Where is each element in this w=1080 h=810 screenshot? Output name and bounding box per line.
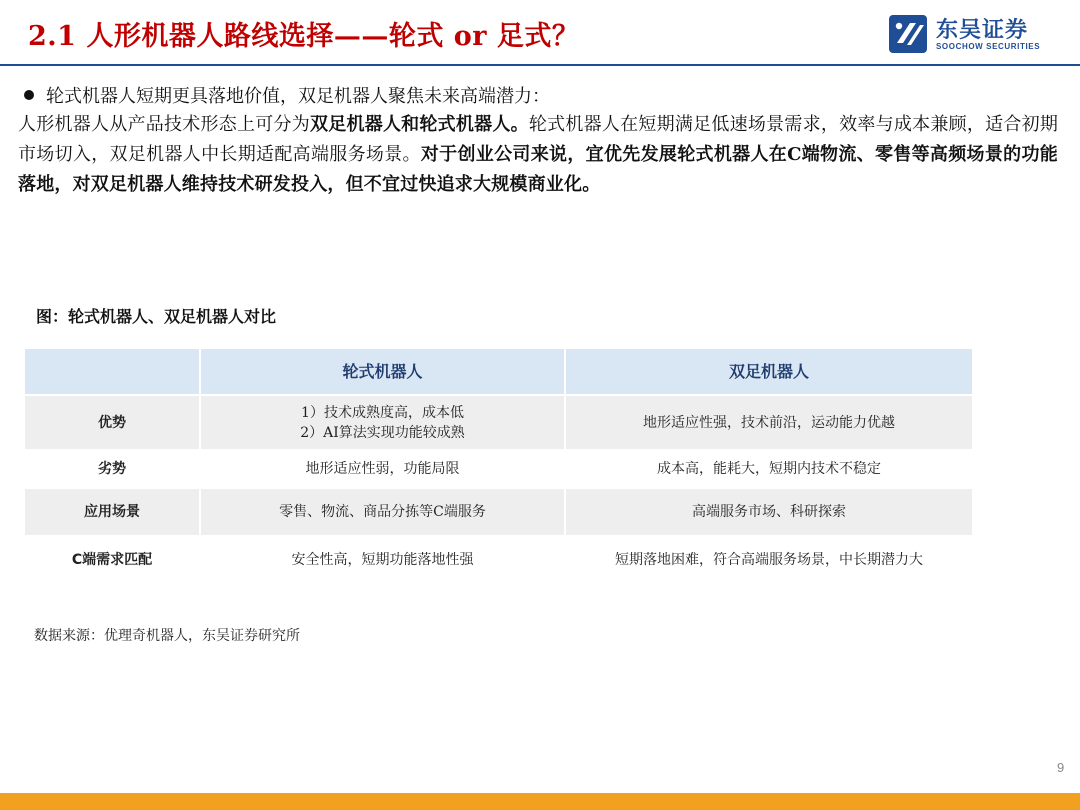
summary-paragraph <box>18 110 1058 200</box>
header-divider <box>0 64 1080 66</box>
row-label: 劣势 <box>25 450 200 488</box>
row-label: C端需求匹配 <box>25 536 200 584</box>
cell-wheeled: 地形适应性弱，功能局限 <box>200 450 565 488</box>
table-row-advantage <box>25 395 973 450</box>
logo-english-name: SOOCHOW SECURITIES <box>936 42 1041 51</box>
table-header-wheeled: 轮式机器人 <box>200 349 565 395</box>
para-text-1: 人形机器人从产品技术形态上可分为 <box>18 114 310 135</box>
footer-bar <box>0 793 1080 810</box>
page-number: 9 <box>1057 760 1065 775</box>
brand-logo <box>888 12 1058 54</box>
cell-wheeled: 安全性高，短期功能落地性强 <box>200 536 565 584</box>
figure-caption: 图：轮式机器人、双足机器人对比 <box>36 307 277 326</box>
page-title: 2.1 人形机器人路线选择——轮式 or 足式？ <box>28 21 580 52</box>
cell-biped: 成本高，能耗大，短期内技术不稳定 <box>565 450 973 488</box>
para-bold-2: 对于创业公司来说，宜优先发展轮式机器人在C端物流、零售等高频场景的功能落地，对双足机器人维持技术研发投入，但不宜过快追求大规模商业化。 <box>18 144 1058 195</box>
soochow-logo-icon <box>888 14 928 54</box>
row-label: 应用场景 <box>25 488 200 536</box>
cell-line: 1）技术成熟度高，成本低 <box>301 404 464 421</box>
data-source: 数据来源：优理奇机器人，东吴证券研究所 <box>34 628 300 644</box>
cell-biped: 短期落地困难，符合高端服务场景，中长期潜力大 <box>565 536 973 584</box>
table-row-scenario <box>25 488 973 536</box>
cell-biped: 高端服务市场、科研探索 <box>565 488 973 536</box>
cell-wheeled: 零售、物流、商品分拣等C端服务 <box>200 488 565 536</box>
row-label: 优势 <box>25 395 200 450</box>
cell-line: 2）AI算法实现功能较成熟 <box>300 424 465 441</box>
para-text-2: 轮式机器人在短期满足低速场景需求，效率与成本兼顾，适合初期市场切入，双足机器人中长期适配高端服务场景。 <box>18 114 1059 165</box>
para-bold-1: 双足机器人和轮式机器人。 <box>309 114 529 135</box>
table-header-row <box>25 349 973 395</box>
table-header-cell <box>25 349 200 395</box>
logo-chinese-name: 东吴证券 <box>936 18 1029 43</box>
cell-wheeled <box>200 395 565 450</box>
table-row-disadvantage <box>25 450 973 488</box>
table-header-biped: 双足机器人 <box>565 349 973 395</box>
cell-biped: 地形适应性强，技术前沿，运动能力优越 <box>565 395 973 450</box>
table-row-demand-match <box>25 536 973 584</box>
summary-bullet <box>24 82 550 108</box>
comparison-table <box>25 349 974 585</box>
summary-bullet-text: 轮式机器人短期更具落地价值，双足机器人聚焦未来高端潜力： <box>46 86 550 107</box>
bullet-dot-icon <box>24 90 34 100</box>
